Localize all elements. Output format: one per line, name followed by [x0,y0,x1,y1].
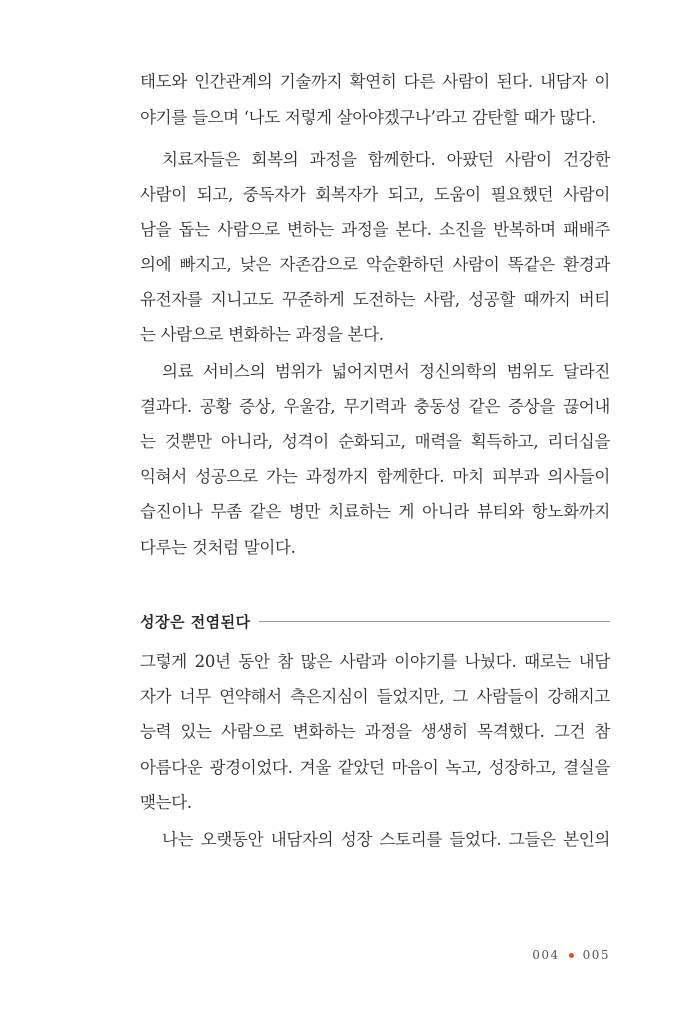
page-numbers [532,948,610,962]
text-line: 자가 너무 연약해서 측은지심이 들었지만, 그 사람들이 강해지고 [140,687,610,706]
text-line: 능력 있는 사람으로 변화하는 과정을 생생히 목격했다. 그건 참 [140,722,610,741]
text-line: 유전자를 지니고도 꾸준하게 도전하는 사람, 성공할 때까지 버티 [140,290,610,309]
text-line: 다루는 것처럼 말이다. [140,538,296,557]
text-line: 치료자들은 회복의 과정을 함께한다. 아팠던 사람이 건강한 [162,150,610,169]
text-line: 습진이나 무좀 같은 병만 치료하는 게 아니라 뷰티와 항노화까지 [140,502,610,521]
text-line: 그렇게 20년 동안 참 많은 사람과 이야기를 나눴다. 때로는 내담 [140,652,610,671]
text-line: 결과다. 공황 증상, 우울감, 무기력과 충동성 같은 증상을 끊어내 [140,397,610,416]
heading-rule [259,621,610,622]
text-line: 야기를 들으며 ‘나도 저렇게 살아야겠구나’라고 감탄할 때가 많다. [140,108,597,127]
text-line: 의에 빠지고, 낮은 자존감으로 악순환하던 사람이 똑같은 환경과 [140,255,610,274]
text-line: 익혀서 성공으로 가는 과정까지 함께한다. 마치 피부과 의사들이 [140,467,610,486]
text-line: 태도와 인간관계의 기술까지 확연히 다른 사람이 된다. 내담자 이 [140,72,610,91]
text-line: 맺는다. [140,793,192,812]
right-page-number: 005 [582,948,610,962]
section-title: 성장은 전염된다 [140,612,251,631]
left-page-number: 004 [532,948,560,962]
text-line: 는 사람으로 변화하는 과정을 본다. [140,325,384,344]
section-heading [140,609,610,633]
text-line: 의료 서비스의 범위가 넓어지면서 정신의학의 범위도 달라진 [162,362,610,381]
text-line: 나는 오랫동안 내담자의 성장 스토리를 들었다. 그들은 본인의 [162,830,610,849]
text-line: 는 것뿐만 아니라, 성격이 순화되고, 매력을 획득하고, 리더십을 [140,432,610,451]
text-line: 남을 돕는 사람으로 변하는 과정을 본다. 소진을 반복하며 패배주 [140,220,610,239]
text-line: 사람이 되고, 중독자가 회복자가 되고, 도움이 필요했던 사람이 [140,185,610,204]
folio-dot-icon [569,953,574,958]
text-line: 아름다운 광경이었다. 겨울 같았던 마음이 녹고, 성장하고, 결실을 [140,758,610,777]
